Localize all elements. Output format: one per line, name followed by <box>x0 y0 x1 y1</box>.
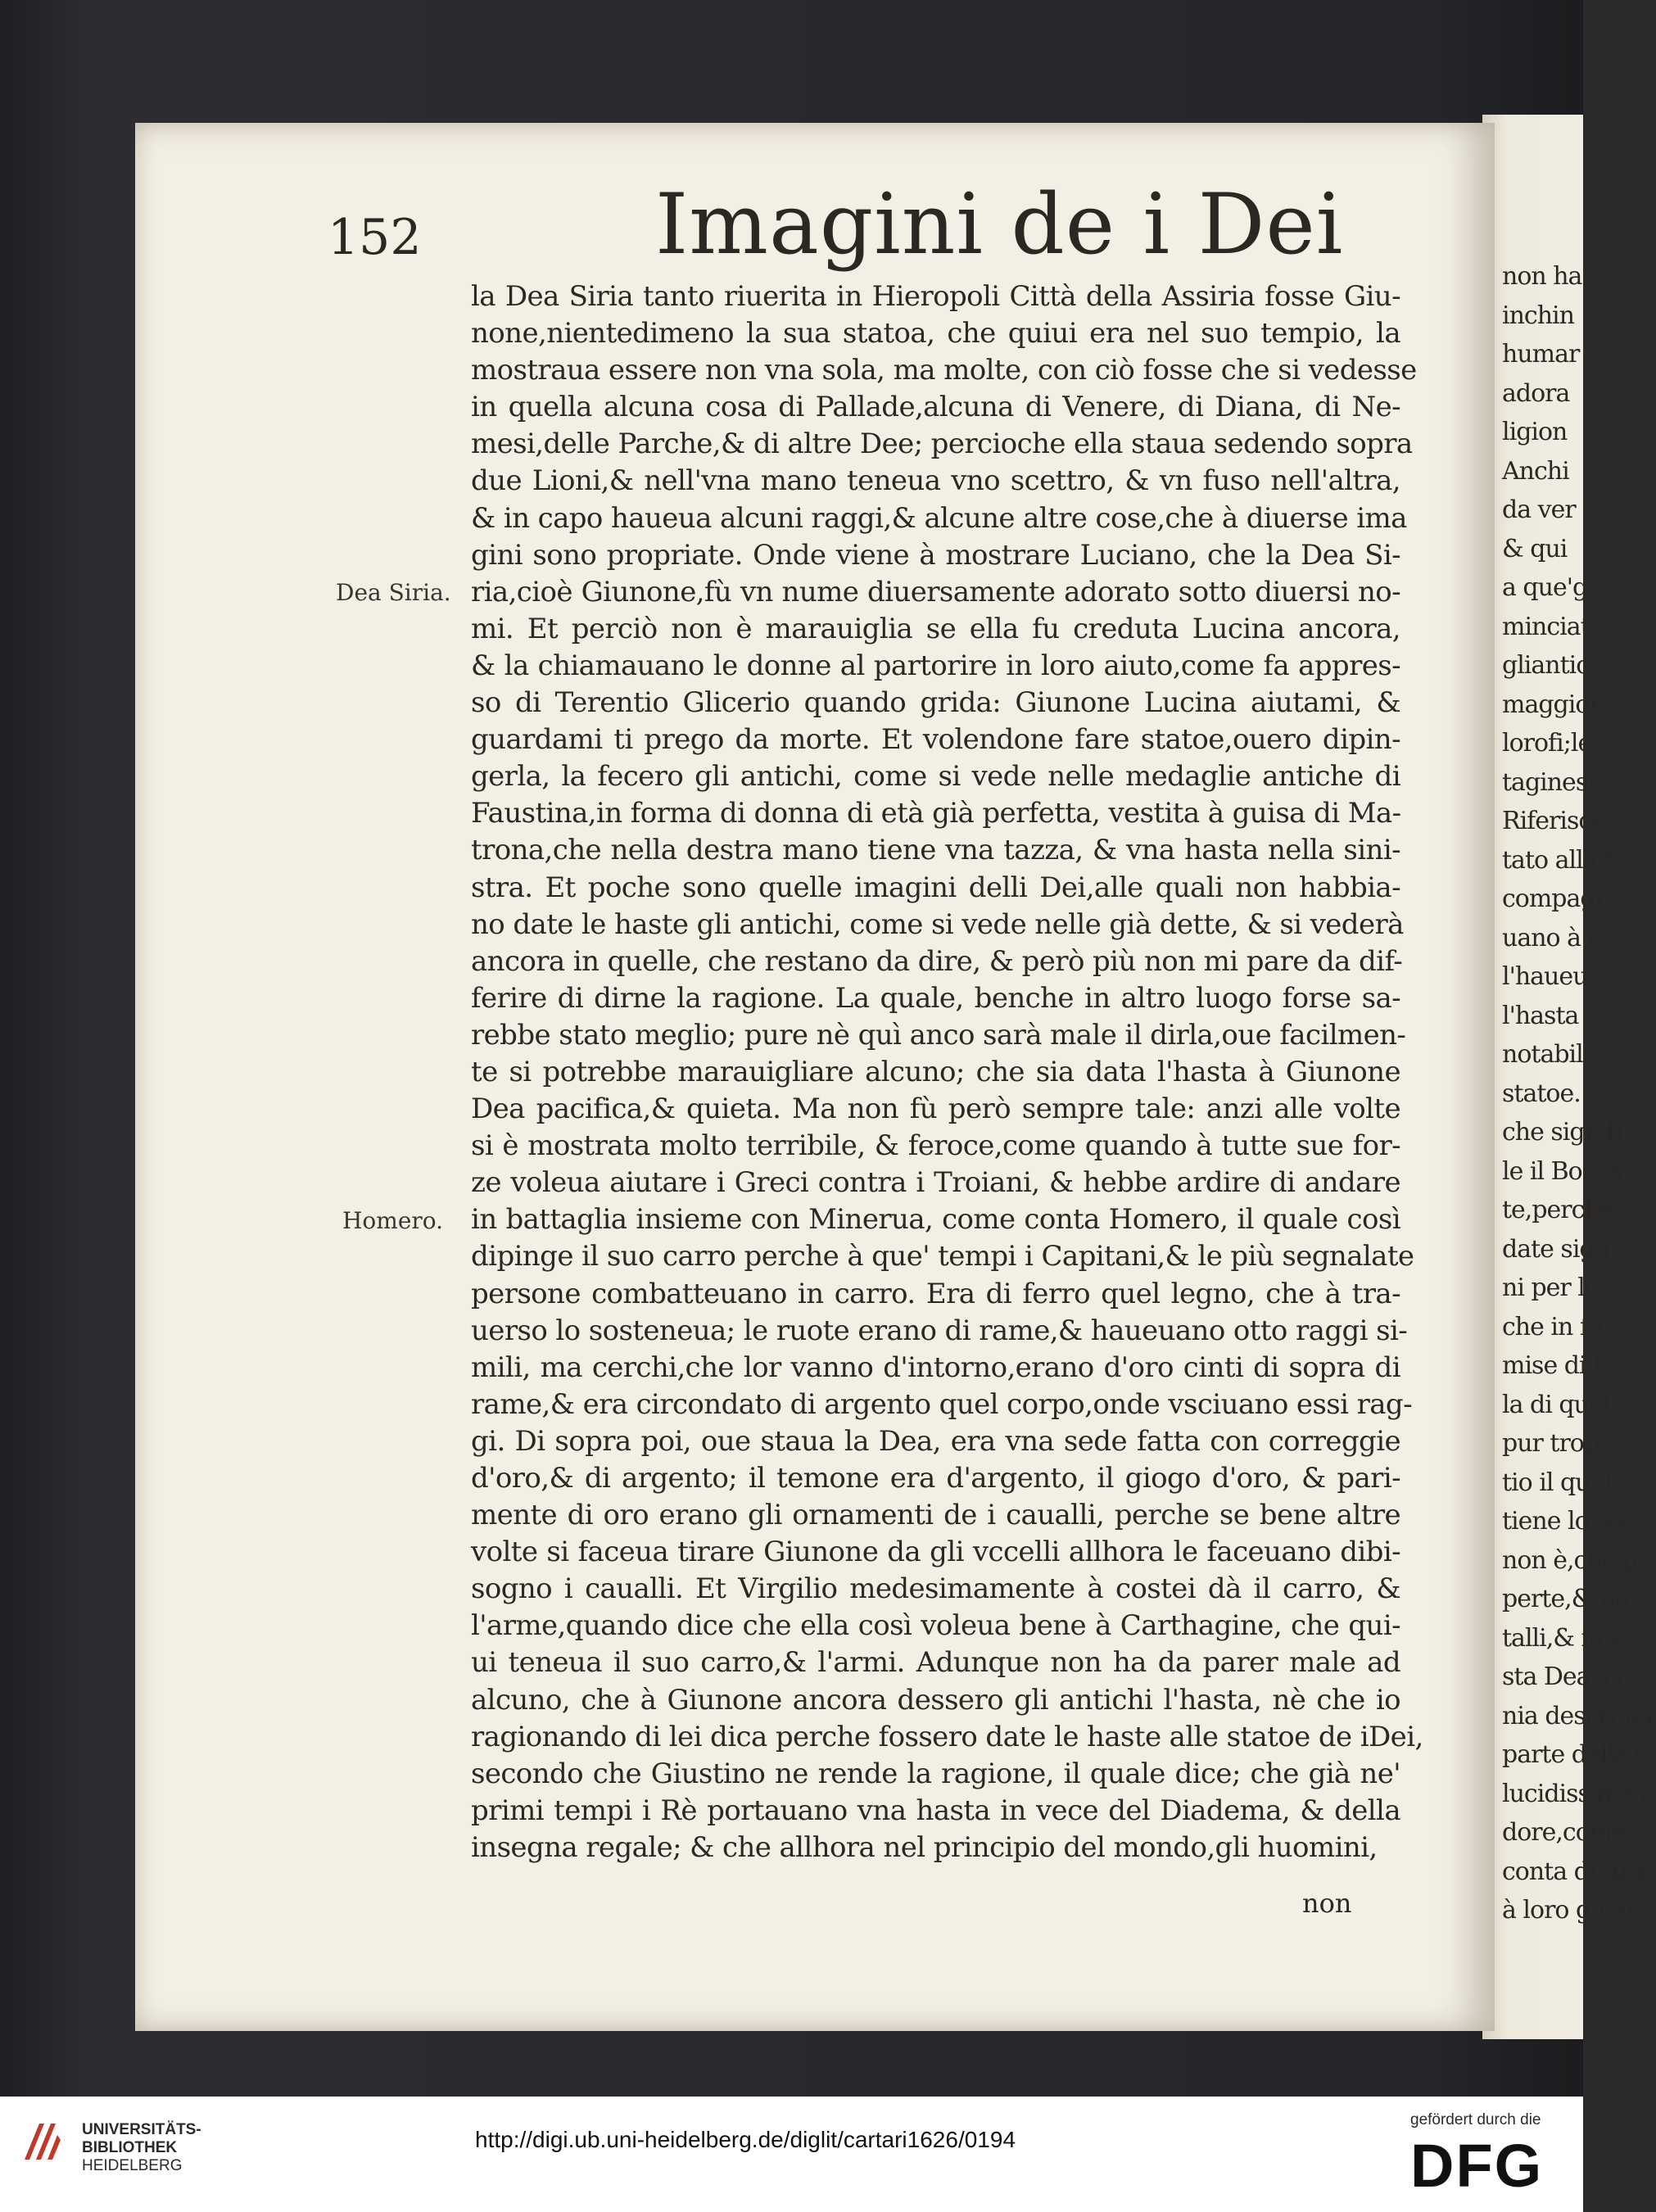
facing-page-line: mise di fa <box>1502 1351 1616 1380</box>
text-line: sogno i caualli. Et Virgilio medesimamente à costei dà il carro, & <box>471 1572 1400 1606</box>
text-line: ui teneua il suo carro,& l'armi. Adunque non ha da parer male ad <box>471 1646 1400 1680</box>
text-line: gerla, la fecero gli antichi, come si vede nelle medaglie antiche di <box>471 760 1400 794</box>
text-line: mesi,delle Parche,& di altre Dee; percioche ella staua sedendo sopra <box>471 427 1413 461</box>
facing-page-line: maggior <box>1502 690 1600 719</box>
text-line: ragionando di lei dica perche fossero date le haste alle statoe de iDei, <box>471 1720 1423 1753</box>
text-line: trona,che nella destra mano tiene vna tazza, & vna hasta nella sini- <box>471 834 1400 867</box>
facing-page-line: l'hasta f <box>1502 1001 1595 1030</box>
text-line: rebbe stato meglio; pure nè quì anco sarà male il dirla,oue facilmen- <box>471 1018 1406 1052</box>
facing-page-line: te,perche <box>1502 1196 1613 1224</box>
facing-page-line: date sign <box>1502 1234 1609 1264</box>
facing-page-line: ni per lo <box>1502 1273 1599 1302</box>
text-line: rame,& era circondato di argento quel corpo,onde vsciuano essi rag- <box>471 1387 1412 1421</box>
text-line: gini sono propriate. Onde viene à mostrare Luciano, che la Dea Si- <box>471 538 1400 572</box>
facing-page-line: Anchi <box>1502 456 1569 486</box>
facing-page-line: non ha <box>1502 262 1582 291</box>
text-line: si è mostrata molto terribile, & feroce,come quando à tutte sue for- <box>471 1129 1400 1163</box>
page-number: 152 <box>328 209 422 266</box>
facing-page-line: minciat <box>1502 612 1590 641</box>
text-line: Faustina,in forma di donna di età già perfetta, vestita à guisa di Ma- <box>471 797 1401 830</box>
dfg-logo[interactable]: DFG <box>1410 2132 1544 2200</box>
facing-page-line: le il Bocca <box>1502 1156 1622 1186</box>
facing-page-line: inchin <box>1502 301 1574 330</box>
text-line: dipinge il suo carro perche à que' tempi i Capitani,& le più segnalate <box>471 1240 1414 1273</box>
facing-page-line: dore,come v <box>1502 1818 1646 1847</box>
facing-page-line: gliantic <box>1502 651 1590 680</box>
facing-page-line: da ver <box>1502 495 1576 524</box>
text-line: mente di oro erano gli ornamenti de i caualli, perche se bene altre <box>471 1499 1400 1532</box>
document-url[interactable]: http://digi.ub.uni-heidelberg.de/diglit/cartari1626/0194 <box>475 2127 1016 2152</box>
marginal-note: Dea Siria. <box>336 578 451 606</box>
university-library-logo-icon[interactable] <box>18 2117 67 2166</box>
body-text <box>471 278 1423 1866</box>
facing-page-line: à loro gli an <box>1502 1896 1641 1925</box>
facing-page-line: adora <box>1502 378 1570 408</box>
library-name-line2: BIBLIOTHEK <box>82 2139 178 2156</box>
running-title: Imagini de i Dei <box>655 176 1344 274</box>
marginal-note: Homero. <box>342 1206 444 1234</box>
text-line: so di Terentio Glicerio quando grida: Giunone Lucina aiutami, & <box>471 686 1400 720</box>
text-line: te si potrebbe marauigliare alcuno; che sia data l'hasta à Giunone <box>471 1055 1400 1088</box>
text-line: in quella alcuna cosa di Pallade,alcuna di Venere, di Diana, di Ne- <box>471 391 1400 424</box>
text-line: uerso lo sosteneua; le ruote erano di rame,& haueuano otto raggi si- <box>471 1314 1408 1347</box>
text-line: guardami ti prego da morte. Et volendone fare statoe,ouero dipin- <box>471 723 1400 757</box>
facing-page-line: lucidissime g <box>1502 1779 1655 1808</box>
text-line: none,nientedimeno la sua statoa, che quiui era nel suo tempio, la <box>471 317 1400 351</box>
text-line: l'arme,quando dice che ella così voleua bene à Carthagine, che qui- <box>471 1609 1400 1643</box>
library-name-line3: HEIDELBERG <box>82 2157 183 2174</box>
text-line: d'oro,& di argento; il temone era d'argento, il giogo d'oro, & pari- <box>471 1462 1400 1495</box>
text-line: mostraua essere non vna sola, ma molte, con ciò fosse che si vedesse <box>471 354 1417 387</box>
facing-page-line: talli,& in e <box>1502 1623 1624 1653</box>
text-line: no date le haste gli antichi, come si vede nelle già dette, & si vederà <box>471 907 1404 941</box>
text-line: alcuno, che à Giunone ancora dessero gli antichi l'hasta, nè che io <box>471 1683 1400 1717</box>
text-line: primi tempi i Rè portauano vna hasta in vece del Diadema, & della <box>471 1794 1400 1827</box>
text-line: ancora in quelle, che restano da dire, & però più non mi pare da dif- <box>471 944 1403 978</box>
library-name-line1: UNIVERSITÄTS- <box>82 2121 201 2138</box>
facing-page-line: uano à c <box>1502 923 1601 952</box>
facing-page-line: non è,che p <box>1502 1545 1638 1575</box>
facing-page-line: a que'g <box>1502 573 1588 602</box>
facing-page-line: parte della C <box>1502 1740 1654 1769</box>
facing-page-line: lorofi;le <box>1502 729 1592 758</box>
facing-page-line: tio il qual <box>1502 1468 1611 1497</box>
facing-page-line: Riferisce <box>1502 807 1605 835</box>
text-line: ferire di dirne la ragione. La quale, benche in altro luogo forse sa- <box>471 981 1400 1015</box>
sponsor-text: gefördert durch die <box>1410 2111 1541 2128</box>
facing-page-line: notabile <box>1502 1040 1597 1069</box>
text-line: la Dea Siria tanto riuerita in Hieropoli Città della Assiria fosse Giu- <box>471 280 1400 313</box>
facing-page-line: & qui <box>1502 534 1568 563</box>
text-line: & la chiamauano le donne al partorire in loro aiuto,come fa appres- <box>471 649 1400 682</box>
text-line: Dea pacifica,& quieta. Ma non fù però sempre tale: anzi alle volte <box>471 1092 1400 1126</box>
text-line: persone combatteuano in carro. Era di ferro quel legno, che à tra- <box>471 1277 1400 1310</box>
text-line: in battaglia insieme con Minerua, come conta Homero, il quale così <box>471 1203 1400 1237</box>
facing-page-line: perte,& na <box>1502 1585 1629 1613</box>
facing-page-line: taginesi v <box>1502 767 1615 797</box>
facing-page-line: sta Dea, co <box>1502 1662 1631 1691</box>
facing-page-line: l'haueua <box>1502 962 1602 991</box>
facing-page-line: tato alla f <box>1502 845 1613 875</box>
facing-page <box>1482 115 1656 2039</box>
text-line: insegna regale; & che allhora nel principio del mondo,gli huomini, <box>471 1830 1378 1864</box>
text-line: ze voleua aiutare i Greci contra i Troiani, & hebbe ardire di andare <box>471 1166 1400 1200</box>
text-line: volte si faceua tirare Giunone da gli vccelli allhora le faceuano dibi- <box>471 1536 1400 1569</box>
facing-page-line: pur tropp <box>1502 1429 1614 1458</box>
facing-page-line: conta di Arg <box>1502 1857 1646 1886</box>
facing-page-line: che in fu <box>1502 1312 1604 1341</box>
text-line: ria,cioè Giunone,fù vn nume diuersamente adorato sotto diuersi no- <box>471 575 1400 608</box>
facing-page-line: compagn <box>1502 884 1610 913</box>
facing-page-line: tiene lo sce <box>1502 1507 1635 1536</box>
facing-page-line: humar <box>1502 340 1580 369</box>
text-line: stra. Et poche sono quelle imagini delli Dei,alle quali non habbia- <box>471 871 1400 904</box>
facing-page-line: ligion <box>1502 418 1568 446</box>
facing-page-line: che signifi <box>1502 1118 1622 1147</box>
text-line: due Lioni,& nell'vna mano teneua vno scettro, & vn fuso nell'altra, <box>471 464 1400 498</box>
text-line: mili, ma cerchi,che lor vanno d'intorno,erano d'oro cinti di sopra di <box>471 1350 1400 1384</box>
facing-page-line: nia descriuer <box>1502 1701 1656 1730</box>
facing-page-line: statoe. P <box>1502 1079 1604 1108</box>
text-line: mi. Et perciò non è marauiglia se ella fu creduta Lucina ancora, <box>471 612 1400 645</box>
text-line: gi. Di sopra poi, oue staua la Dea, era vna sede fatta con correggie <box>471 1424 1400 1458</box>
facing-page-line: la di quel <box>1502 1390 1610 1419</box>
university-library-name[interactable] <box>82 2121 201 2175</box>
text-line: & in capo haueua alcuni raggi,& alcune altre cose,che à diuerse ima <box>471 501 1407 535</box>
footer-bar <box>0 2097 1583 2212</box>
text-line: secondo che Giustino ne rende la ragione, il quale dice; che già ne' <box>471 1757 1400 1790</box>
catchword: non <box>1302 1888 1352 1919</box>
